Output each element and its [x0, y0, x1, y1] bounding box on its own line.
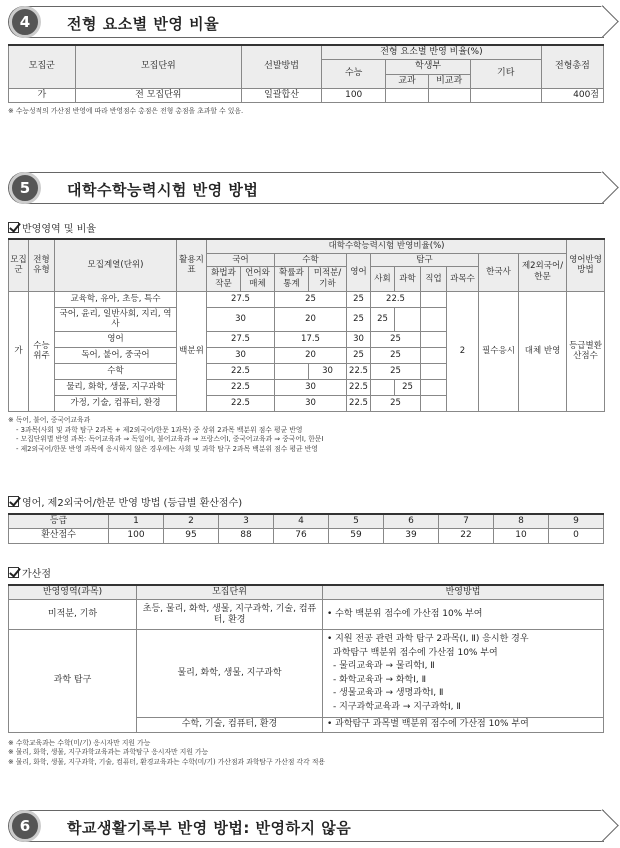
cell-korean: 30	[207, 307, 275, 331]
cell-math: 20	[275, 347, 347, 363]
score-cell: 59	[329, 529, 384, 543]
cell-etc	[470, 88, 541, 102]
section-6-header	[8, 810, 604, 842]
cell-eng: 25	[347, 347, 371, 363]
cell-group: 가	[9, 291, 29, 411]
note-line: - 제2외국어/한문 반영 과목에 응시하지 않은 경우에는 사회 및 과학 탐구 2과목 백분위 점수 평균 반영	[16, 445, 318, 454]
cell-empty	[421, 291, 447, 307]
th-m1: 확률과통계	[275, 267, 309, 291]
cell-explore: 25	[371, 395, 421, 411]
method-line: - 생물교육과 → 생명과학Ⅰ, Ⅱ	[333, 688, 444, 699]
th-soc: 사회	[371, 267, 395, 291]
cell-method: • 수학 백분위 점수에 가산점 10% 부여	[323, 600, 604, 630]
cell-field: 독어, 불어, 중국어	[55, 347, 177, 363]
table-row	[9, 600, 604, 630]
grade-table	[8, 513, 604, 544]
th-m2: 미적분/기하	[309, 267, 347, 291]
grade-cell: 8	[494, 514, 549, 529]
cell-unit: 수학, 기술, 컴퓨터, 환경	[137, 718, 323, 732]
method-line: 과학탐구 백분위 점수에 가산점 10% 부여	[333, 647, 498, 658]
th-ratio: 대학수학능력시험 반영비율(%)	[207, 239, 567, 253]
csat-table	[8, 238, 604, 455]
cell-csat: 100	[322, 88, 386, 102]
grade-cell: 1	[109, 514, 164, 529]
th-job: 직업	[421, 267, 447, 291]
cell-area: 미적분, 기하	[9, 600, 137, 630]
section-title: 전형 요소별 반영 비율	[67, 15, 220, 33]
grade-cell: 7	[439, 514, 494, 529]
section-banner	[8, 810, 604, 842]
section-banner	[8, 172, 604, 204]
th-type: 전형유형	[29, 239, 55, 291]
score-cell: 10	[494, 529, 549, 543]
cell-eng: 25	[347, 307, 371, 331]
cell-empty	[421, 347, 447, 363]
grade-cell: 9	[549, 514, 604, 529]
table-row	[9, 630, 604, 718]
th-area: 반영영역(과목)	[9, 585, 137, 600]
score-cell: 95	[164, 529, 219, 543]
cell-field: 물리, 화학, 생물, 지구과학	[55, 379, 177, 395]
section-number-badge: 4	[9, 6, 41, 38]
note-line: ※ 수학교육과는 수학(미/기) 응시자만 지원 가능	[8, 738, 151, 747]
th-score: 환산점수	[9, 529, 109, 543]
bonus-table	[8, 584, 604, 768]
cell-empty	[421, 363, 447, 379]
th-explore: 탐구	[371, 253, 479, 267]
cell-eng: 30	[347, 331, 371, 347]
cell-korean: 30	[207, 347, 275, 363]
cell-math: 20	[275, 307, 347, 331]
score-cell: 76	[274, 529, 329, 543]
checkbox-icon	[8, 496, 19, 507]
cell-eng: 22.5	[347, 395, 371, 411]
th-second: 제2외국어/한문	[519, 253, 567, 291]
section-number-badge: 5	[9, 172, 41, 204]
section-number-badge: 6	[9, 810, 41, 842]
table-row	[9, 514, 604, 529]
th-record: 학생부	[386, 60, 470, 74]
subheading-text: 반영영역 및 비율	[22, 224, 96, 235]
cell-engmethod: 등급별환산점수	[567, 291, 605, 411]
section-4-header	[8, 6, 604, 38]
method-line: - 화학교육과 → 화학Ⅰ, Ⅱ	[333, 674, 427, 685]
table-row	[9, 88, 604, 102]
cell-math: 30	[275, 379, 347, 395]
cell-noncourse	[428, 88, 470, 102]
cell-unit: 물리, 화학, 생물, 지구과학	[137, 630, 323, 718]
cell-type: 수능위주	[29, 291, 55, 411]
cell-group: 가	[9, 88, 76, 102]
th-noncourse: 비교과	[428, 74, 470, 88]
method-line: • 지원 전공 관련 과학 탐구 2과목(Ⅰ, Ⅱ) 응시한 경우	[327, 634, 529, 645]
score-cell: 0	[549, 529, 604, 543]
table-note: ※ 수능성적의 가산점 반영에 따라 반영점수 총점은 전형 총점을 초과할 수 있음.	[8, 107, 244, 115]
method-line: - 물리교육과 → 물리학Ⅰ, Ⅱ	[333, 661, 435, 672]
th-field: 모집계열(단위)	[55, 239, 177, 291]
th-k2: 언어와매체	[241, 267, 275, 291]
th-etc: 기타	[470, 60, 541, 89]
th-subj: 과목수	[447, 267, 479, 291]
cell-eng: 22.5	[347, 363, 371, 379]
note-line: - 모집단위별 반영 과목: 독어교육과 ⇒ 독일어Ⅰ, 불어교육과 ⇒ 프랑스어Ⅰ, 중국어교육과 ⇒ 중국어Ⅰ, 한문Ⅰ	[16, 435, 324, 444]
th-eng: 영어	[347, 253, 371, 291]
th-index: 활용지표	[177, 239, 207, 291]
table-notes	[8, 739, 604, 769]
score-cell: 100	[109, 529, 164, 543]
cell-second: 대체 반영	[519, 291, 567, 411]
section-banner	[8, 6, 604, 38]
cell-eng: 22.5	[347, 379, 371, 395]
th-grade: 등급	[9, 514, 109, 529]
table-row	[9, 529, 604, 543]
th-ratio: 전형 요소별 반영 비율(%)	[322, 45, 542, 60]
th-course: 교과	[386, 74, 428, 88]
th-k1: 화법과작문	[207, 267, 241, 291]
score-cell: 88	[219, 529, 274, 543]
th-history: 한국사	[479, 253, 519, 291]
subheading-areas	[8, 220, 604, 235]
grade-cell: 2	[164, 514, 219, 529]
ratio-table	[8, 44, 604, 117]
th-method: 선발방법	[242, 45, 322, 88]
checkbox-icon	[8, 222, 19, 233]
cell-empty	[421, 307, 447, 331]
th-csat: 수능	[322, 60, 386, 89]
th-group: 모집군	[9, 239, 29, 291]
note-line: ※ 물리, 화학, 생물, 지구과학, 기술, 컴퓨터, 환경교육과는 수학(미/기) 가산점과 과학탐구 가산점 각각 적용	[8, 758, 325, 767]
th-sci: 과학	[395, 267, 421, 291]
cell-subjects: 2	[447, 291, 479, 411]
cell-explore: 25	[371, 363, 421, 379]
cell-field: 가정, 기술, 컴퓨터, 환경	[55, 395, 177, 411]
subheading-english	[8, 494, 604, 509]
cell-total: 400점	[541, 88, 603, 102]
cell-empty	[275, 363, 309, 379]
cell-empty	[421, 331, 447, 347]
subheading-text: 가산점	[22, 569, 51, 580]
cell-field: 수학	[55, 363, 177, 379]
cell-course	[386, 88, 428, 102]
score-cell: 22	[439, 529, 494, 543]
note-line: - 3과목(사회 및 과학 탐구 2과목 + 제2외국어/한문 1과목) 중 상위 2과목 백분위 점수 평균 반영	[16, 425, 303, 434]
th-unit: 모집단위	[137, 585, 323, 600]
grade-cell: 3	[219, 514, 274, 529]
grade-cell: 6	[384, 514, 439, 529]
cell-sci: 25	[395, 379, 421, 395]
cell-field: 영어	[55, 331, 177, 347]
th-unit: 모집단위	[75, 45, 242, 88]
cell-math: 17.5	[275, 331, 347, 347]
cell-field: 국어, 윤리, 일반사회, 지리, 역사	[55, 307, 177, 331]
subheading-bonus	[8, 565, 604, 580]
cell-index: 백분위	[177, 291, 207, 411]
cell-unit: 전 모집단위	[75, 88, 242, 102]
cell-eng: 25	[347, 291, 371, 307]
cell-method	[323, 630, 604, 718]
method-line: - 지구과학교육과 → 지구과학Ⅰ, Ⅱ	[333, 701, 461, 712]
table-row	[9, 291, 605, 307]
subheading-text: 영어, 제2외국어/한문 반영 방법 (등급별 환산점수)	[22, 498, 243, 509]
cell-empty	[371, 379, 395, 395]
cell-soc: 25	[371, 307, 395, 331]
cell-method: 일괄합산	[242, 88, 322, 102]
grade-cell: 5	[329, 514, 384, 529]
cell-empty	[421, 395, 447, 411]
cell-math: 30	[275, 395, 347, 411]
th-total: 전형총점	[541, 45, 603, 88]
note-line: ※ 독어, 불어, 중국어교육과	[8, 415, 91, 424]
th-math: 수학	[275, 253, 347, 267]
cell-math: 25	[275, 291, 347, 307]
th-group: 모집군	[9, 45, 76, 88]
section-5-header	[8, 172, 604, 204]
grade-cell: 4	[274, 514, 329, 529]
cell-field: 교육학, 유아, 초등, 특수	[55, 291, 177, 307]
score-cell: 39	[384, 529, 439, 543]
cell-korean: 22.5	[207, 395, 275, 411]
table-notes	[8, 416, 604, 455]
cell-empty	[395, 307, 421, 331]
cell-explore: 25	[371, 347, 421, 363]
cell-method: • 과학탐구 과목별 백분위 점수에 가산점 10% 부여	[323, 718, 604, 732]
th-method: 반영방법	[323, 585, 604, 600]
note-line: ※ 물리, 화학, 생물, 지구과학교육과는 과학탐구 응시자만 지원 가능	[8, 748, 209, 757]
section-title: 대학수학능력시험 반영 방법	[67, 181, 259, 199]
cell-explore: 22.5	[371, 291, 421, 307]
cell-empty	[421, 379, 447, 395]
cell-explore: 25	[371, 331, 421, 347]
cell-area: 과학 탐구	[9, 630, 137, 732]
cell-korean: 22.5	[207, 363, 275, 379]
cell-korean: 22.5	[207, 379, 275, 395]
th-korean: 국어	[207, 253, 275, 267]
cell-history: 필수응시	[479, 291, 519, 411]
checkbox-icon	[8, 567, 19, 578]
cell-korean: 27.5	[207, 331, 275, 347]
cell-korean: 27.5	[207, 291, 275, 307]
cell-math: 30	[309, 363, 347, 379]
cell-unit: 초등, 물리, 화학, 생물, 지구과학, 기술, 컴퓨터, 환경	[137, 600, 323, 630]
th-engmethod: 영어반영방법	[567, 239, 605, 291]
section-title: 학교생활기록부 반영 방법: 반영하지 않음	[67, 819, 352, 837]
